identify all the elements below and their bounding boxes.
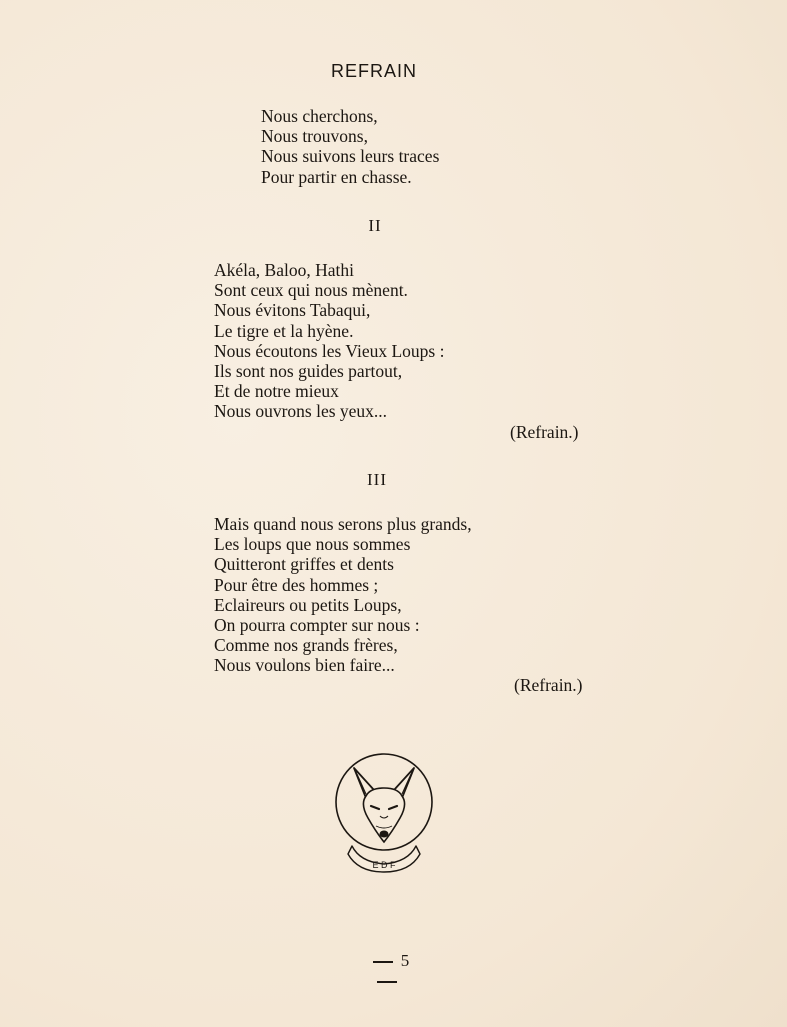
verse-line: Nous évitons Tabaqui, (214, 300, 371, 321)
verse-line: Mais quand nous serons plus grands, (214, 514, 472, 534)
stanza-two (214, 260, 444, 422)
verse-line: Comme nos grands frères, (214, 635, 398, 656)
dash-left (373, 961, 393, 963)
refrain-reference: (Refrain.) (514, 675, 583, 695)
verse-line: Nous écoutons les Vieux Loups : (214, 340, 445, 361)
stanza-three (214, 514, 472, 676)
verse-line: Nous cherchons, (261, 106, 378, 126)
refrain-reference: (Refrain.) (510, 422, 579, 442)
verse-line: Nous voulons bien faire... (214, 655, 395, 676)
verse-line: Nous trouvons, (261, 126, 368, 147)
dash-right (377, 981, 397, 983)
verse-line: Pour être des hommes ; (214, 574, 379, 595)
verse-line: Akéla, Baloo, Hathi (214, 260, 354, 280)
verse-line: Et de notre mieux (214, 381, 339, 402)
verse-line: Le tigre et la hyène. (214, 320, 354, 341)
page-number-value: 5 (400, 951, 410, 970)
stanza-number: III (367, 470, 387, 489)
emblem-letters: E D F (372, 860, 396, 870)
verse-line: Pour partir en chasse. (261, 166, 412, 187)
verse-line: Ils sont nos guides partout, (214, 360, 403, 381)
verse-line: Sont ceux qui nous mènent. (214, 280, 408, 301)
refrain-verse (261, 106, 439, 187)
wolf-head-emblem-icon (330, 746, 438, 874)
verse-line: Eclaireurs ou petits Loups, (214, 594, 402, 615)
verse-line: On pourra compter sur nous : (214, 614, 420, 635)
verse-line: Quitteront griffes et dents (214, 554, 394, 575)
verse-line: Nous suivons leurs traces (261, 146, 440, 167)
verse-line: Nous ouvrons les yeux... (214, 401, 388, 422)
verse-line: Les loups que nous sommes (214, 534, 411, 555)
page-number (347, 951, 427, 991)
refrain-heading: REFRAIN (330, 61, 417, 81)
stanza-number: II (368, 216, 382, 235)
